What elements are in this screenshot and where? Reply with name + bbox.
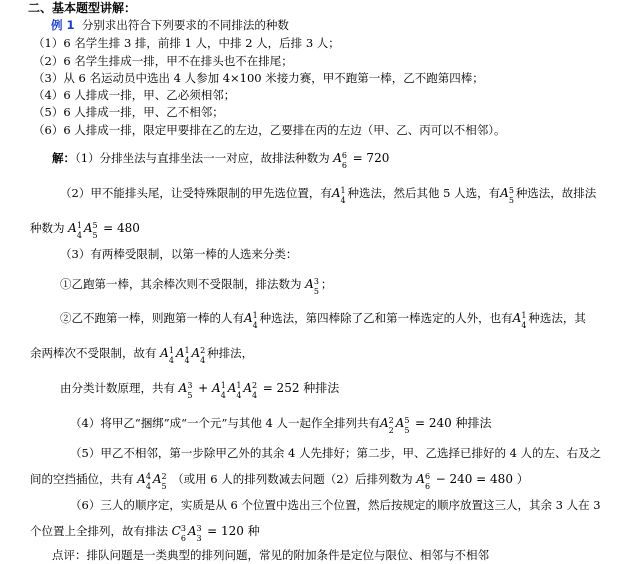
solution-3-case-2-line-1 bbox=[60, 310, 586, 330]
solution-3-case-2-text-b: 种选法，第四棒除了乙和第一棒选定的人外，也有 bbox=[259, 311, 513, 325]
solution-1 bbox=[52, 150, 390, 170]
solution-3-total-text: 由分类计数原理，共有 bbox=[60, 381, 175, 395]
solution-3-intro: （3）有两棒受限制，以第一棒的人选来分类： bbox=[60, 247, 298, 261]
formula-a14-c: A 1 4 bbox=[512, 311, 527, 330]
formula-sum: A 3 5 + A 1 4 A 1 4 A 2 4 bbox=[178, 381, 258, 400]
solution-2-line-2 bbox=[30, 220, 140, 240]
example-prompt-text: 分别求出符合下列要求的不同排法的种数 bbox=[81, 18, 289, 32]
solution-3-case-1 bbox=[60, 276, 333, 296]
solution-2-text-b: 种选法，然后其他 5 人选，有 bbox=[347, 186, 501, 200]
solution-3-total bbox=[60, 380, 340, 400]
formula-a44-a25: A 4 4 A 2 5 bbox=[137, 472, 167, 491]
example-item-2: （2）6 名学生排成一排，甲不在排头也不在排尾； bbox=[33, 54, 293, 68]
solution-2-text-d: 种数为 bbox=[30, 221, 65, 235]
solution-5-line-2 bbox=[30, 471, 529, 491]
solution-3-case-1-end: ； bbox=[320, 277, 333, 291]
example-item-3: （3）从 6 名运动员中选出 4 人参加 4×100 米接力赛，甲不跑第一棒，乙不跑第四棒； bbox=[33, 71, 484, 85]
formula-a66: A 6 6 bbox=[333, 151, 347, 170]
solution-2-text-c: 种选法，故排法 bbox=[515, 186, 597, 200]
solution-6-result: = 120 种 bbox=[207, 524, 260, 538]
example-1-prompt bbox=[51, 17, 289, 33]
example-label: 例 1 bbox=[51, 18, 75, 32]
formula-a14-b: A 1 4 bbox=[244, 311, 258, 330]
solution-label: 解： bbox=[52, 151, 75, 165]
solution-5-text-c: （或用 6 人的排列数减去问题（2）后排列数为 bbox=[172, 472, 413, 486]
solution-2-text-a: （2）甲不能排头尾，让受特殊限制的甲先选位置，有 bbox=[60, 186, 332, 200]
solution-3-total-result: = 252 种排法 bbox=[262, 381, 340, 395]
formula-a66-b: A 6 6 bbox=[416, 472, 431, 491]
solution-3-case-2-line-2 bbox=[30, 345, 254, 365]
formula-a14: A 1 4 bbox=[331, 186, 346, 205]
solution-4-result: = 240 种排法 bbox=[414, 416, 492, 430]
formula-a55: A 5 5 bbox=[500, 186, 514, 205]
solution-3-case-1-text: ①乙跑第一棒，其余棒次则不受限制，排法数为 bbox=[60, 277, 302, 291]
solution-6-line-2 bbox=[30, 523, 260, 543]
example-item-5: （5）6 人排成一排，甲、乙不相邻； bbox=[33, 105, 224, 119]
solution-4 bbox=[70, 415, 492, 435]
solution-5-result: − 240 = 480 ） bbox=[435, 472, 529, 486]
example-item-1: （1）6 名学生排 3 排，前排 1 人，中排 2 人，后排 3 人； bbox=[33, 36, 340, 50]
solution-3-case-2-text-d: 余两棒次不受限制，故有 bbox=[30, 346, 157, 360]
comment: 点评：排队问题是一类典型的排列问题，常见的附加条件是定位与限位、相邻与不相邻 bbox=[52, 548, 489, 562]
solution-6-text-b: 个位置上全排列，故有排法 bbox=[30, 524, 168, 538]
formula-a35: A 3 5 bbox=[305, 277, 319, 296]
solution-1-result: = 720 bbox=[352, 151, 390, 165]
solution-6-line-1: （6）三人的顺序定，实质是从 6 个位置中选出三个位置，然后按规定的顺序放置这三人，其余 3 人在 3 bbox=[70, 498, 601, 512]
solution-1-text: （1）分排坐法与直排坐法一一对应，故排法种数为 bbox=[75, 151, 330, 165]
solution-5-text-b: 间的空挡插位，共有 bbox=[30, 472, 134, 486]
solution-2-line-1 bbox=[60, 185, 597, 205]
formula-c36-a33: C 3 6 A 3 3 bbox=[171, 524, 202, 543]
solution-4-text: （4）将甲乙“捆绑”成“一个元”与其他 4 人一起作全排列共有 bbox=[70, 416, 380, 430]
formula-a14-a14-a24: A 1 4 A 1 4 A 2 4 bbox=[160, 346, 206, 365]
formula-a14-a55: A 1 4 A 5 5 bbox=[68, 221, 98, 240]
section-heading: 二、基本题型讲解： bbox=[28, 1, 137, 15]
solution-2-result: = 480 bbox=[103, 221, 140, 235]
solution-3-case-2-text-a: ②乙不跑第一棒，则跑第一棒的人有 bbox=[60, 311, 244, 325]
solution-5-line-1: （5）甲乙不相邻，第一步除甲乙外的其余 4 人先排好；第二步，甲、乙选择已排好的 4 人的左、右及之 bbox=[70, 446, 602, 460]
formula-a22-a55: A 2 2 A 5 5 bbox=[379, 416, 410, 435]
solution-3-case-2-text-c: 种选法，其 bbox=[528, 311, 586, 325]
solution-3-case-2-text-e: 种排法， bbox=[207, 346, 254, 360]
example-item-6: （6）6 人排成一排，限定甲要排在乙的左边，乙要排在丙的左边（甲、乙、丙可以不相邻）。 bbox=[33, 123, 506, 137]
example-item-4: （4）6 人排成一排，甲、乙必须相邻； bbox=[33, 88, 236, 102]
